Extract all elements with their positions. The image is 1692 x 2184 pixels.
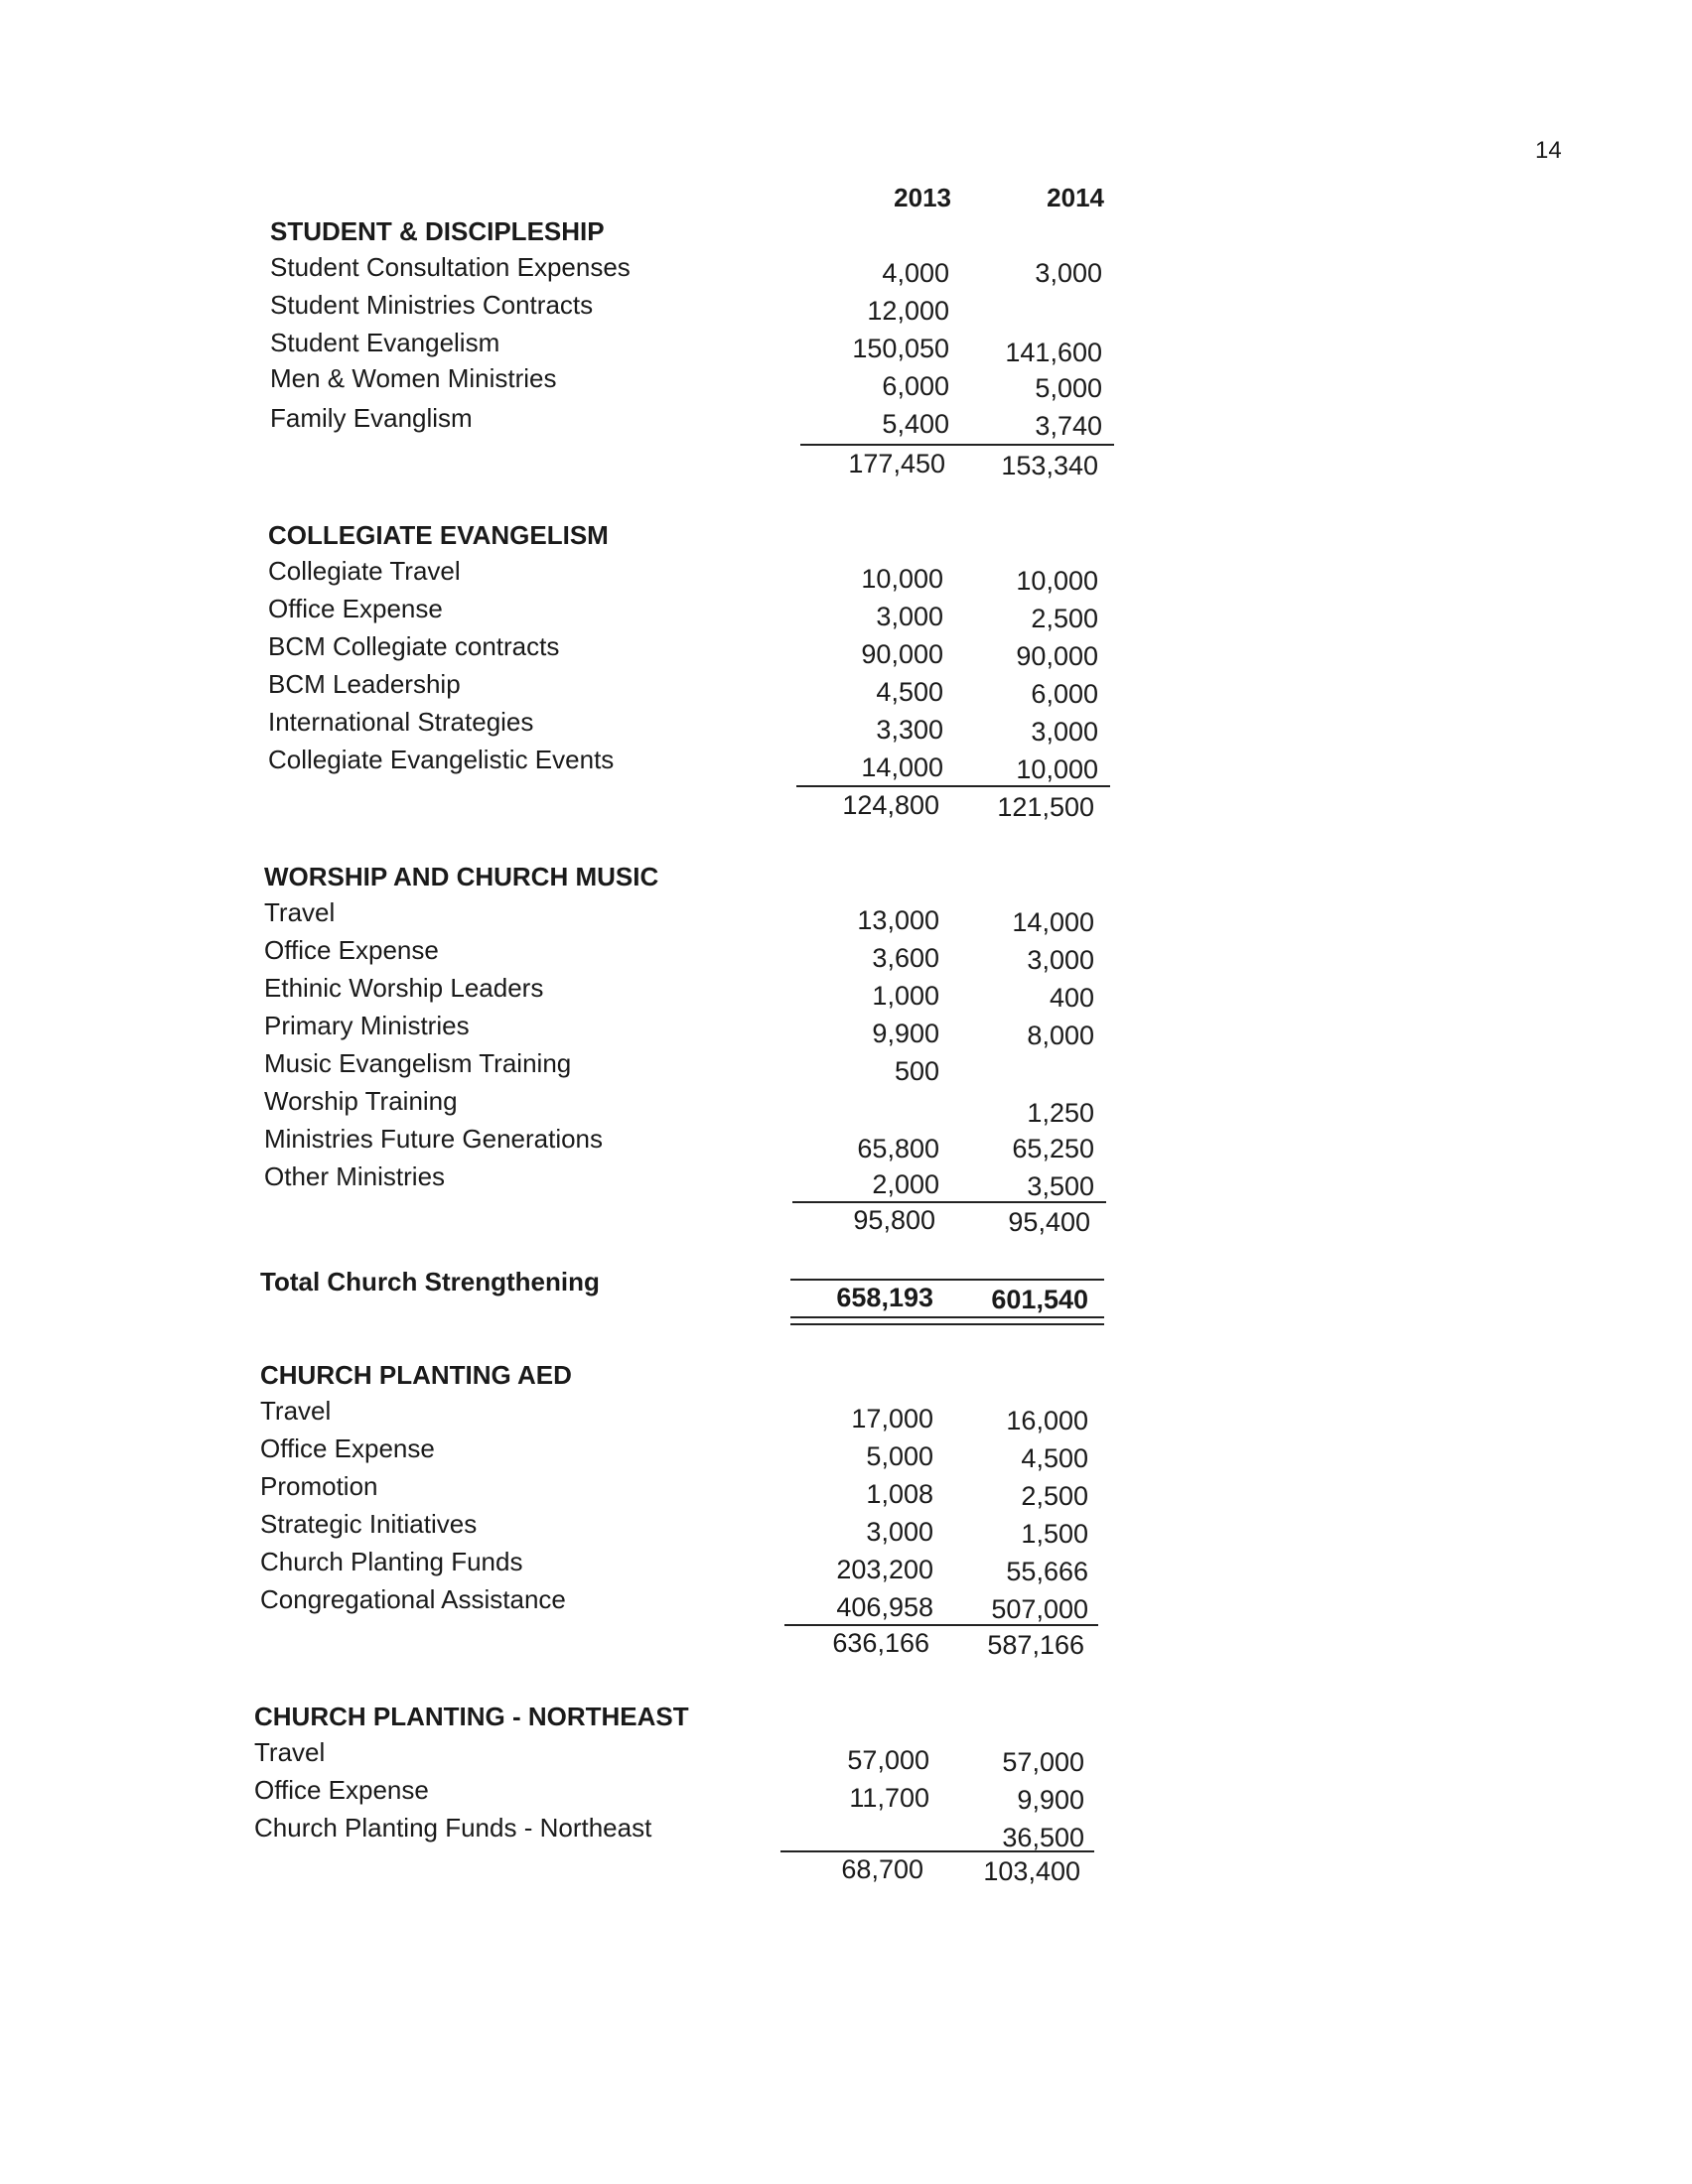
subtotal-2014: 153,340: [1001, 451, 1098, 480]
row-label: Ethinic Worship Leaders: [264, 973, 544, 1003]
value-2013: 57,000: [847, 1745, 929, 1775]
value-2014: 2,500: [1021, 1481, 1088, 1511]
value-2014: 1,500: [1021, 1519, 1088, 1549]
subtotal-2013: 177,450: [848, 449, 945, 478]
subtotal-2014: 95,400: [1008, 1207, 1090, 1237]
table-row: [0, 1011, 1192, 1048]
row-label: Other Ministries: [264, 1161, 446, 1191]
value-2013: 3,000: [876, 602, 943, 631]
value-2013: 3,300: [876, 715, 943, 745]
table-row: [0, 1086, 1192, 1128]
table-row: [0, 1161, 1192, 1199]
table-row: [0, 328, 1192, 365]
table-row: [0, 935, 1192, 973]
subtotal-row: [0, 449, 1192, 486]
table-row: [0, 631, 1192, 669]
value-2013: 3,000: [866, 1517, 933, 1547]
value-2014: 2,500: [1031, 604, 1098, 633]
row-label: Primary Ministries: [264, 1011, 470, 1040]
value-2013: 5,000: [866, 1441, 933, 1471]
section-title-church-planting-northeast: CHURCH PLANTING - NORTHEAST: [254, 1702, 689, 1731]
value-2013: 12,000: [867, 296, 949, 326]
grand-total-row: [0, 1267, 1192, 1314]
row-label: Men & Women Ministries: [270, 363, 557, 393]
column-header-2014: 2014: [1047, 183, 1104, 212]
value-2013: 1,008: [866, 1479, 933, 1509]
row-label: Travel: [260, 1396, 332, 1426]
value-2013: 500: [894, 1056, 939, 1086]
page-number: 14: [1535, 137, 1562, 164]
table-row: [0, 1048, 1192, 1086]
value-2014: 65,250: [1012, 1134, 1094, 1163]
grand-total-2014: 601,540: [991, 1285, 1088, 1314]
row-label: BCM Collegiate contracts: [268, 631, 560, 661]
table-row: [0, 1547, 1192, 1584]
value-2013: 14,000: [861, 752, 943, 782]
grand-total-2013: 658,193: [836, 1283, 933, 1312]
table-row: [0, 1584, 1192, 1622]
row-label: Office Expense: [260, 1433, 435, 1463]
value-2014: 57,000: [1002, 1747, 1084, 1777]
row-label: Family Evanglism: [270, 403, 473, 433]
table-row: [0, 1737, 1192, 1775]
grand-total-label: Total Church Strengthening: [260, 1267, 600, 1297]
row-label: Travel: [264, 897, 336, 927]
value-2014: 3,000: [1031, 717, 1098, 747]
row-label: Worship Training: [264, 1086, 458, 1116]
subtotal-row: [0, 1854, 1192, 1892]
table-row: [0, 1471, 1192, 1509]
subtotal-2013: 95,800: [853, 1205, 935, 1235]
value-2013: 6,000: [882, 371, 949, 401]
row-label: Church Planting Funds - Northeast: [254, 1813, 652, 1843]
subtotal-row: [0, 1628, 1192, 1666]
row-label: Office Expense: [268, 594, 443, 623]
value-2013: 5,400: [882, 409, 949, 439]
value-2014: 3,500: [1027, 1171, 1094, 1201]
subtotal-rule: [784, 1624, 1098, 1626]
row-label: Student Consultation Expenses: [270, 252, 631, 282]
subtotal-rule: [792, 1201, 1106, 1203]
value-2013: 10,000: [861, 564, 943, 594]
value-2014: 3,000: [1027, 945, 1094, 975]
subtotal-2014: 103,400: [983, 1856, 1080, 1886]
row-label: Congregational Assistance: [260, 1584, 566, 1614]
section-title-worship-church-music: WORSHIP AND CHURCH MUSIC: [264, 862, 659, 891]
value-2013: 3,600: [872, 943, 939, 973]
row-label: Promotion: [260, 1471, 378, 1501]
value-2014: 55,666: [1006, 1557, 1088, 1586]
table-row: [0, 1396, 1192, 1433]
grand-total-double-rule: [790, 1316, 1104, 1325]
row-label: Church Planting Funds: [260, 1547, 523, 1576]
row-label: BCM Leadership: [268, 669, 461, 699]
value-2013: 90,000: [861, 639, 943, 669]
row-label: Collegiate Travel: [268, 556, 461, 586]
table-row: [0, 556, 1192, 594]
value-2014: 16,000: [1006, 1406, 1088, 1435]
table-row: [0, 707, 1192, 745]
table-row: [0, 1775, 1192, 1813]
subtotal-2014: 587,166: [987, 1630, 1084, 1660]
row-label: Collegiate Evangelistic Events: [268, 745, 615, 774]
section-title-student-discipleship: STUDENT & DISCIPLESHIP: [270, 216, 605, 246]
value-2014: 10,000: [1016, 566, 1098, 596]
value-2014: 90,000: [1016, 641, 1098, 671]
value-2014: 8,000: [1027, 1021, 1094, 1050]
table-row: [0, 1509, 1192, 1547]
row-label: Ministries Future Generations: [264, 1124, 604, 1154]
value-2014: 10,000: [1016, 754, 1098, 784]
row-label: Student Evangelism: [270, 328, 500, 357]
value-2013: 203,200: [836, 1555, 933, 1584]
table-row: [0, 1813, 1192, 1850]
value-2014: 3,740: [1035, 411, 1102, 441]
value-2013: 9,900: [872, 1019, 939, 1048]
value-2013: 13,000: [857, 905, 939, 935]
table-row: [0, 897, 1192, 935]
value-2014: 9,900: [1017, 1785, 1084, 1815]
subtotal-2013: 68,700: [841, 1854, 923, 1884]
value-2014: 400: [1049, 983, 1094, 1013]
table-row: [0, 403, 1192, 441]
table-row: [0, 973, 1192, 1011]
value-2013: 406,958: [836, 1592, 933, 1622]
subtotal-rule: [796, 785, 1110, 787]
value-2014: 4,500: [1021, 1443, 1088, 1473]
subtotal-row: [0, 1205, 1192, 1243]
table-row: [0, 1433, 1192, 1471]
value-2014: 1,250: [1027, 1098, 1094, 1128]
value-2014: 507,000: [991, 1594, 1088, 1624]
row-label: Office Expense: [264, 935, 439, 965]
row-label: Music Evangelism Training: [264, 1048, 572, 1078]
table-row: [0, 252, 1192, 290]
value-2014: 14,000: [1012, 907, 1094, 937]
value-2014: 3,000: [1035, 258, 1102, 288]
value-2014: 6,000: [1031, 679, 1098, 709]
value-2013: 1,000: [872, 981, 939, 1011]
value-2014: 5,000: [1035, 373, 1102, 403]
value-2014: 36,500: [1002, 1823, 1084, 1852]
value-2013: 17,000: [851, 1404, 933, 1433]
row-label: Strategic Initiatives: [260, 1509, 478, 1539]
subtotal-row: [0, 790, 1192, 828]
subtotal-2013: 636,166: [832, 1628, 929, 1658]
row-label: International Strategies: [268, 707, 534, 737]
subtotal-2013: 124,800: [842, 790, 939, 820]
table-row: [0, 669, 1192, 707]
value-2013: 65,800: [857, 1134, 939, 1163]
section-title-church-planting-aed: CHURCH PLANTING AED: [260, 1360, 572, 1390]
table-row: [0, 594, 1192, 631]
value-2014: 141,600: [1005, 338, 1102, 367]
table-row: [0, 363, 1192, 401]
value-2013: 4,000: [882, 258, 949, 288]
value-2013: 2,000: [872, 1169, 939, 1199]
subtotal-rule: [780, 1850, 1094, 1852]
table-row: [0, 745, 1192, 782]
section-title-collegiate-evangelism: COLLEGIATE EVANGELISM: [268, 520, 609, 550]
value-2013: 150,050: [852, 334, 949, 363]
table-row: [0, 290, 1192, 328]
value-2013: 4,500: [876, 677, 943, 707]
value-2013: 11,700: [849, 1783, 929, 1813]
row-label: Office Expense: [254, 1775, 429, 1805]
table-row: [0, 1124, 1192, 1161]
row-label: Student Ministries Contracts: [270, 290, 594, 320]
subtotal-2014: 121,500: [997, 792, 1094, 822]
subtotal-rule: [800, 444, 1114, 446]
column-header-2013: 2013: [894, 183, 951, 212]
row-label: Travel: [254, 1737, 326, 1767]
